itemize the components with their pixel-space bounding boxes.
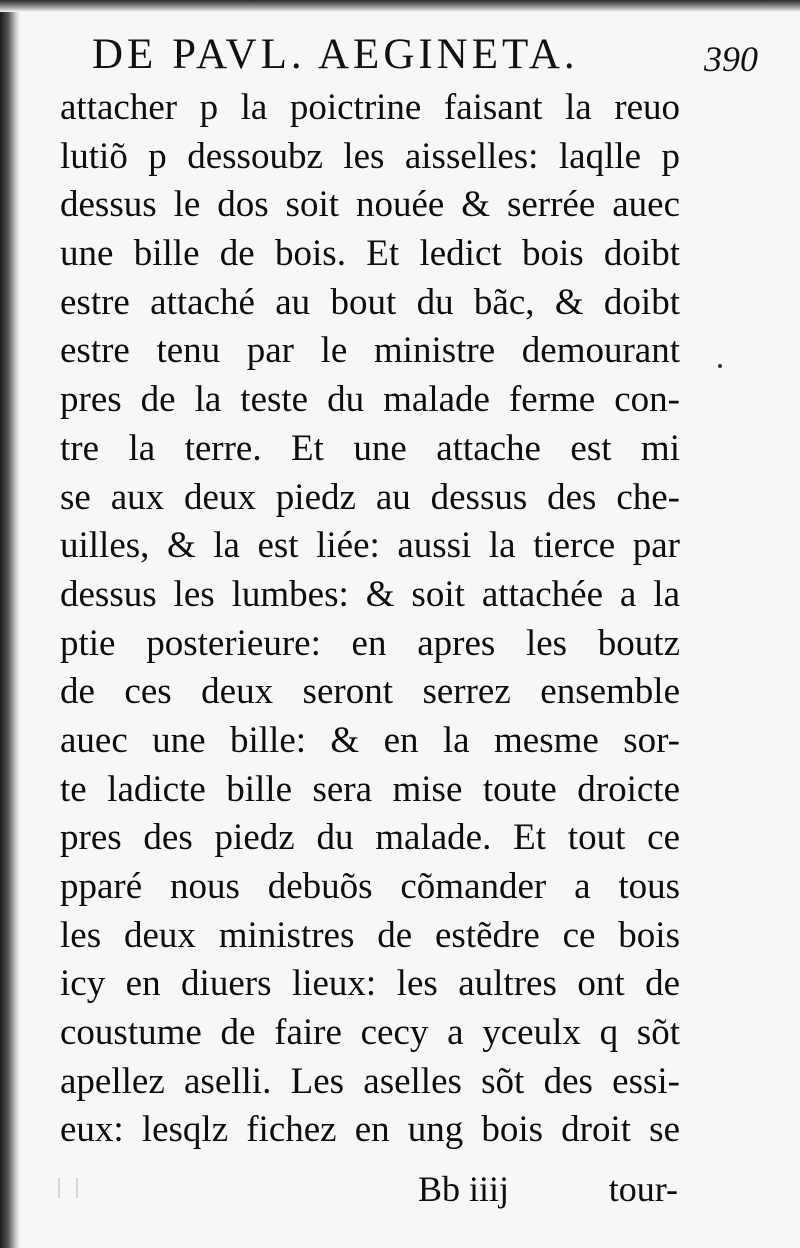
text-line: tre la terre. Et une attache est mi (60, 427, 680, 469)
running-head: DE PAVL. AEGINETA. (92, 31, 579, 78)
text-line: auec une bille: & en la mesme sor- (60, 719, 680, 761)
text-line: se aux deux piedz au dessus des che- (60, 476, 680, 518)
text-line: estre attaché au bout du bãc, & doibt (60, 281, 680, 323)
ink-speck (718, 364, 722, 368)
text-line: eux: lesqlz fichez en ung bois droit se (60, 1109, 680, 1151)
text-line: dessus les lumbes: & soit attachée a la (60, 573, 680, 615)
text-line: dessus le dos soit nouée & serrée auec (60, 184, 680, 226)
text-line: coustume de faire cecy a yceulx q sõt (60, 1012, 680, 1054)
text-line: les deux ministres de estẽdre ce bois (60, 914, 680, 956)
text-line: lutiõ p dessoubz les aisselles: laqlle p (60, 135, 680, 177)
signature-mark: Bb iiij (418, 1169, 510, 1209)
text-line: uilles, & la est liée: aussi la tierce par (60, 525, 680, 567)
folio-number: 390 (704, 39, 758, 79)
text-line: te ladicte bille sera mise toute droicte (60, 768, 680, 810)
text-line: estre tenu par le ministre demourant (60, 330, 680, 372)
text-line: pparé nous debuõs cõmander a tous (60, 866, 680, 907)
text-block (60, 84, 680, 1155)
text-line: de ces deux seront serrez ensemble (60, 671, 680, 713)
text-line: apellez aselli. Les aselles sõt des essi- (60, 1060, 680, 1102)
text-line: une bille de bois. Et ledict bois doibt (60, 233, 680, 275)
text-line: pres des piedz du malade. Et tout ce (60, 817, 680, 859)
text-line: ptie posterieure: en apres les boutz (60, 622, 680, 664)
bleed-through-mark (58, 1178, 78, 1198)
text-line: pres de la teste du malade ferme con- (60, 379, 680, 421)
gutter-shadow (0, 0, 20, 1248)
text-line: icy en diuers lieux: les aultres ont de (60, 963, 680, 1005)
catchline (418, 1165, 678, 1213)
catchword: tour- (608, 1169, 678, 1209)
top-edge-shadow (0, 0, 800, 12)
text-line: attacher p la poictrine faisant la reuo (60, 87, 680, 128)
